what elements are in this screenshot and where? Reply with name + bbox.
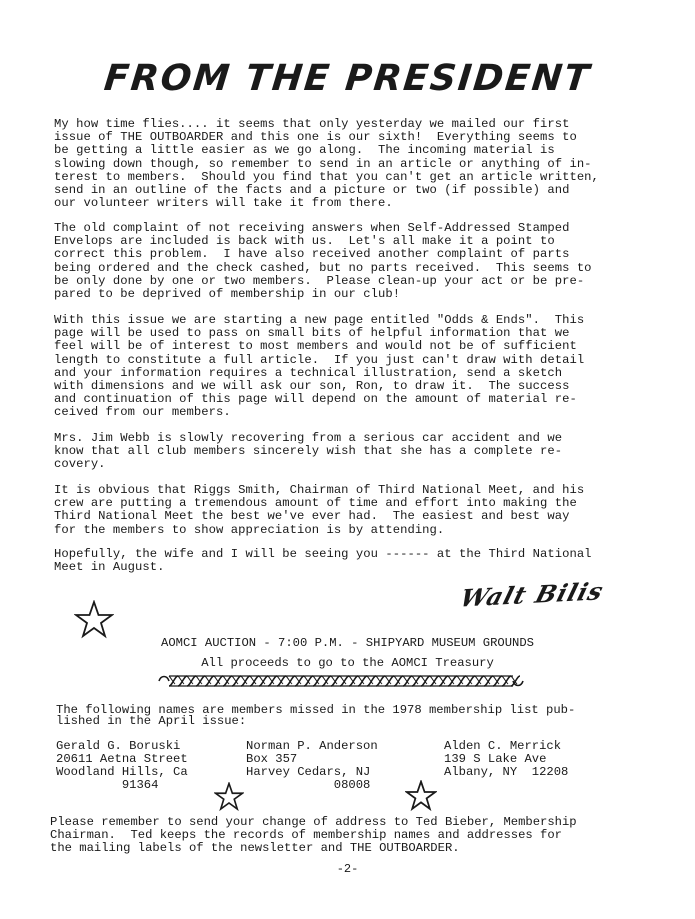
- missed-members-note: The following names are members missed in the 1978 membership list pub- lished in the April issue:: [56, 703, 576, 728]
- rope-divider: [157, 673, 525, 689]
- star-icon: [74, 600, 114, 640]
- auction-notice: AOMCI AUCTION - 7:00 P.M. - SHIPYARD MUSEUM GROUNDS: [161, 636, 534, 650]
- auction-proceeds: All proceeds to go to the AOMCI Treasury: [201, 656, 494, 670]
- paragraph-webb: Mrs. Jim Webb is slowly recovering from a serious car accident and we know that all club members sincerely wish that she has a complete re- covery.: [54, 431, 563, 472]
- paragraph-national-meet: It is obvious that Riggs Smith, Chairman of Third National Meet, and his crew are putting a tremendous amount of time and effort into making the Third National Meet the best we've ever had. The easiest and best way for the members to show appreciation is by attending.: [54, 483, 585, 537]
- member-address-merrick: Alden C. Merrick 139 S Lake Ave Albany, NY 12208: [444, 739, 569, 779]
- paragraph-odds-ends: With this issue we are starting a new page entitled "Odds & Ends". This page will be used to pass on small bits of helpful information that we feel will be of interest to most members and would not be of sufficient length to constitute a full article. If you just can't draw with detail and your information requires a technical illustration, send a sketch with dimensions and we will ask our son, Ron, to draw it. The success and continuation of this page will depend on the amount of material re- ceived from our members.: [54, 313, 585, 420]
- member-address-anderson: Norman P. Anderson Box 357 Harvey Cedars, NJ 08008: [246, 739, 378, 792]
- paragraph-intro: My how time flies.... it seems that only yesterday we mailed our first issue of THE OUTBOARDER and this one is our sixth! Everything seems to be getting a little easier as we go along. The incoming material is slowing down though, so remember to send in an article or anything of in- terest to members. Should you find that you can't get an article written, send in an outline of the facts and a picture or two (if possible) and our volunteer writers will take it from there.: [54, 117, 599, 211]
- star-icon: [214, 782, 244, 812]
- paragraph-complaints: The old complaint of not receiving answers when Self-Addressed Stamped Envelops are included is back with us. Let's all make it a point to correct this problem. I have also received another complaint of parts being ordered and the check cashed, but no parts received. This seems to be only done by one or two members. Please clean-up your act or be pre- pared to be deprived of membership in our club!: [54, 221, 592, 302]
- page-number: -2-: [336, 862, 359, 876]
- president-signature: Walt Bilis: [456, 576, 608, 613]
- member-address-boruski: Gerald G. Boruski 20611 Aetna Street Woodland Hills, Ca 91364: [56, 739, 188, 792]
- address-change-reminder: Please remember to send your change of address to Ted Bieber, Membership Chairman. Ted keeps the records of membership names and addresses for the mailing labels of the newsletter and THE OUTBOARDER.: [50, 815, 577, 856]
- star-icon: [405, 780, 437, 812]
- paragraph-closing-wish: Hopefully, the wife and I will be seeing you ------ at the Third National Meet in August.: [54, 547, 592, 575]
- page-title: FROM THE PRESIDENT: [102, 58, 593, 99]
